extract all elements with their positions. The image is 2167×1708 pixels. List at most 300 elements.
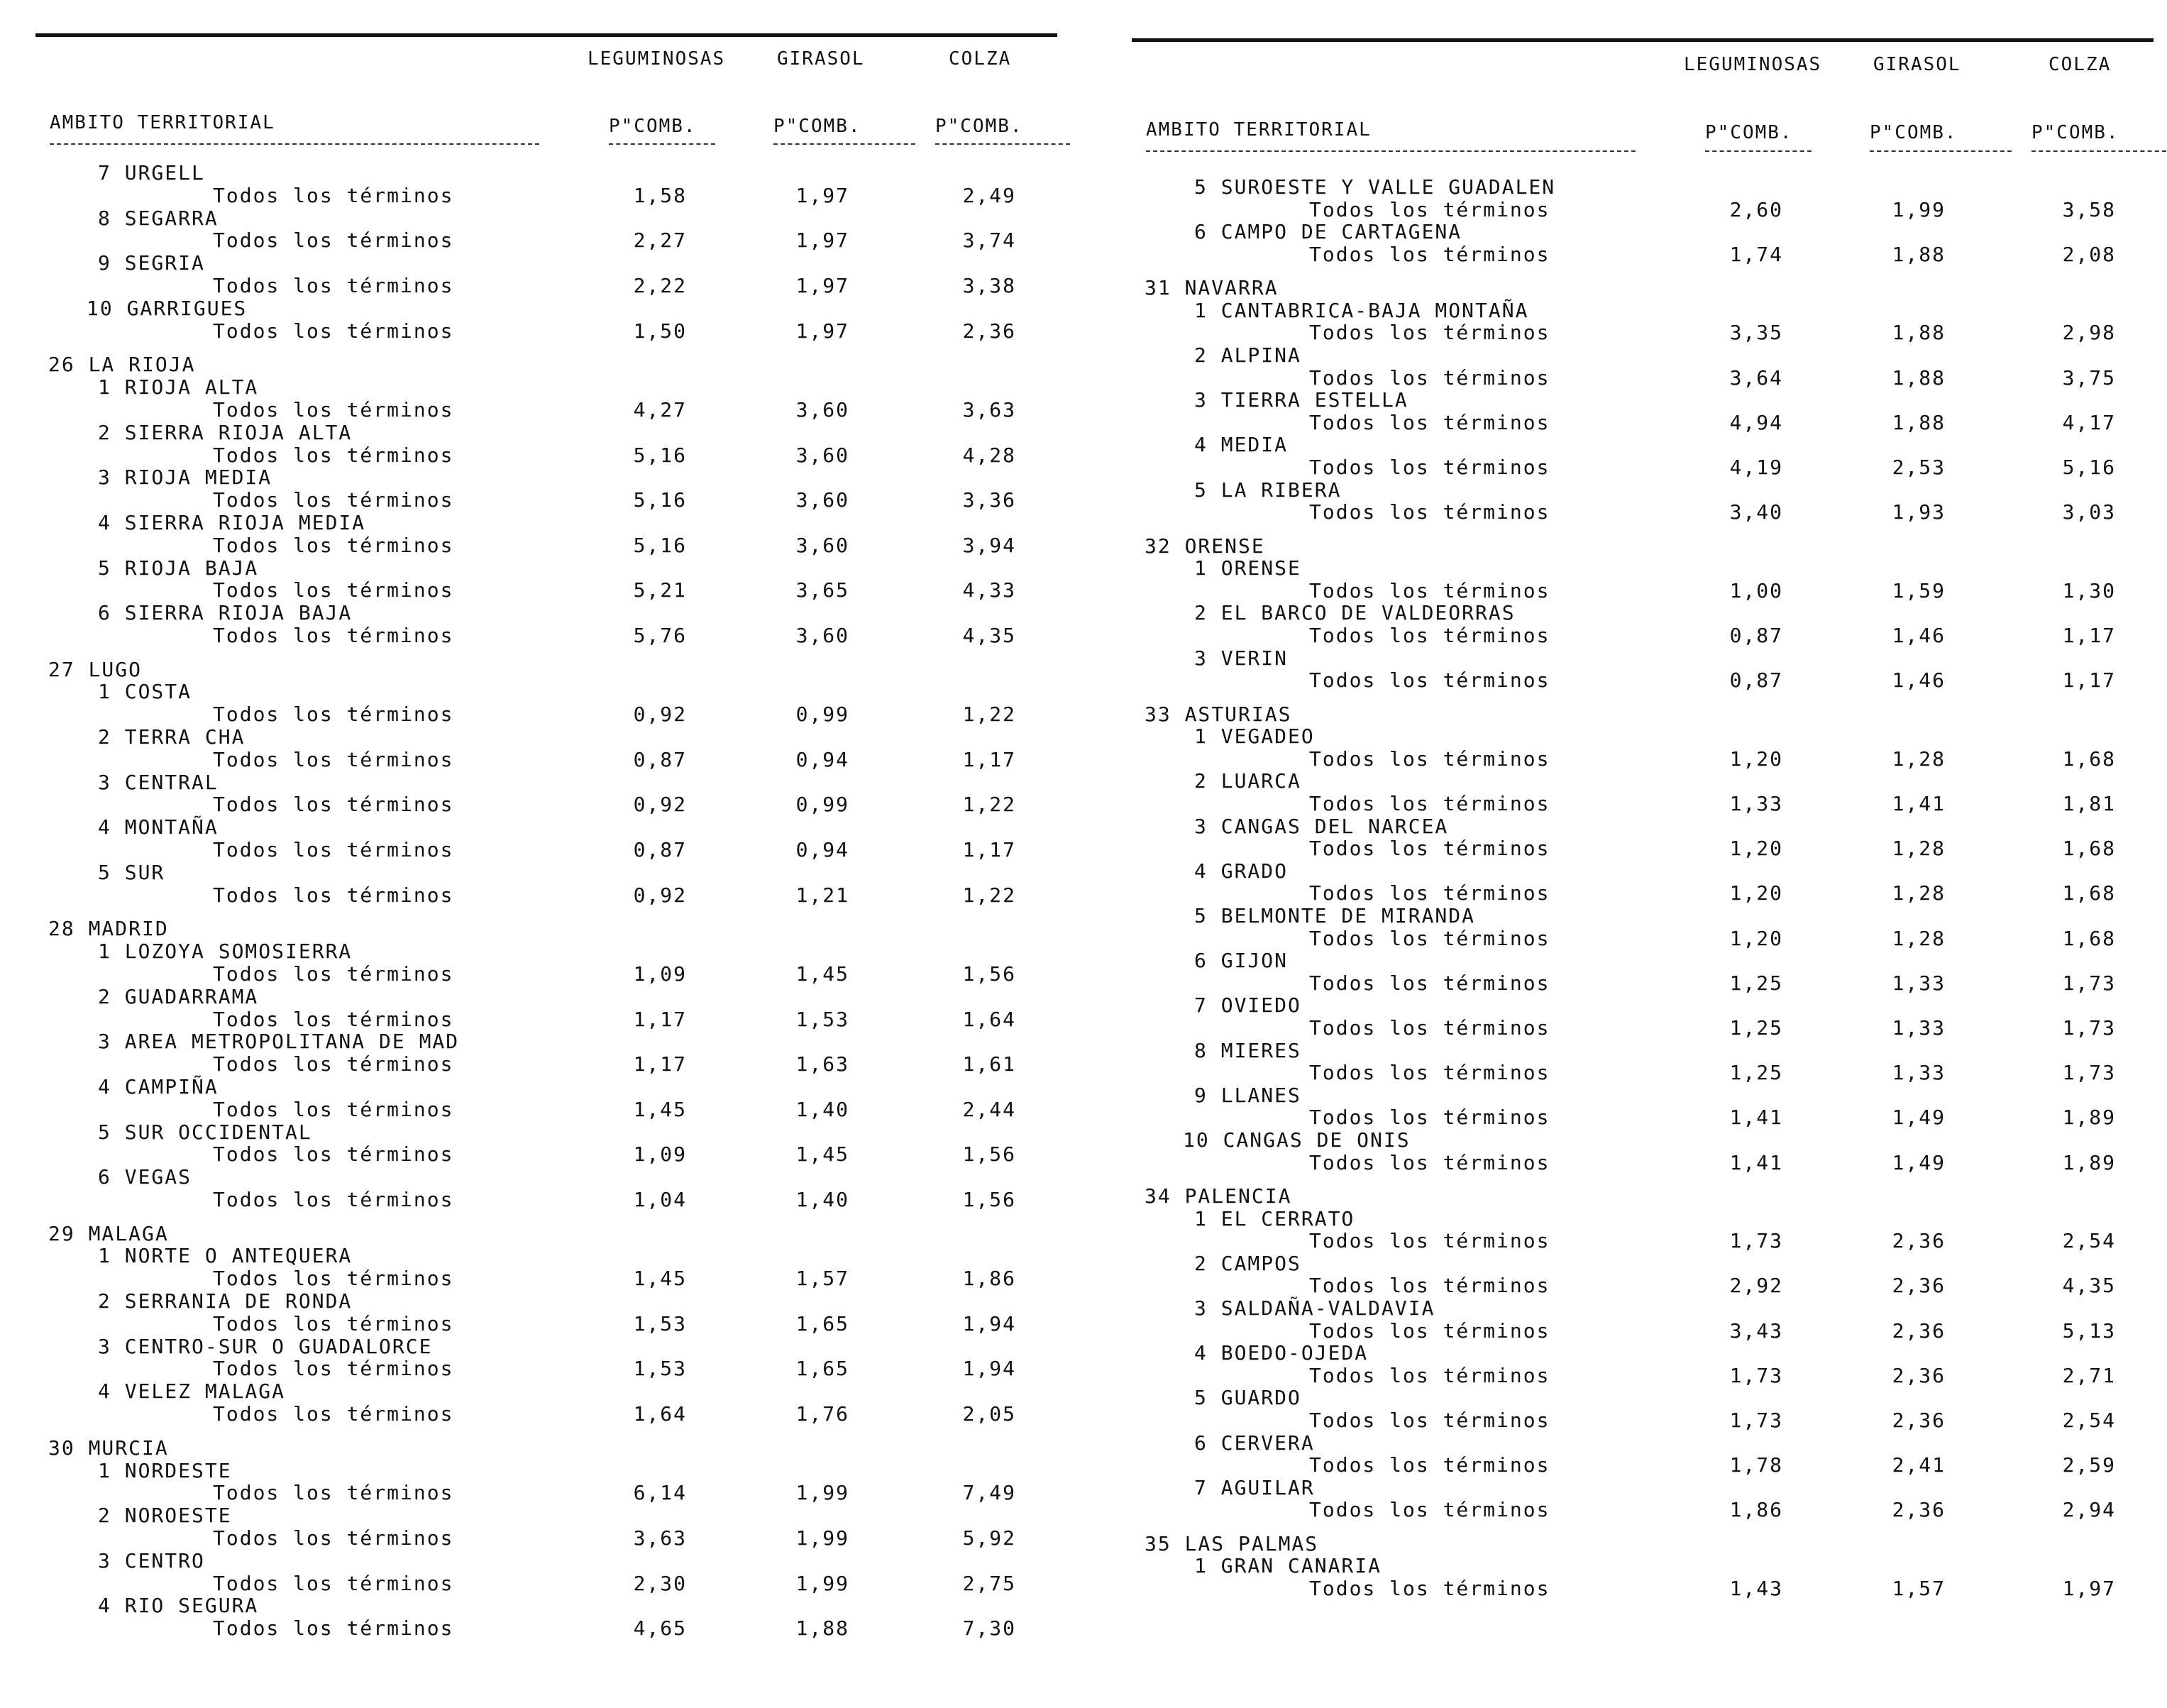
value-colza: 2,71 [2062, 1363, 2116, 1387]
terminos-label: Todos los términos [213, 578, 454, 602]
comarca-row [1132, 389, 2167, 412]
value-leguminosas: 2,60 [1729, 197, 1783, 221]
comarca-row [1132, 1477, 2167, 1499]
value-girasol: 1,76 [795, 1402, 849, 1426]
comarca-label: 6 SIERRA RIOJA BAJA [98, 601, 353, 625]
province-label: 28 MADRID [48, 917, 169, 941]
header-pcomb-girasol: P"COMB. [773, 116, 861, 137]
value-leguminosas: 1,25 [1729, 1016, 1783, 1040]
comarca-label: 5 RIOJA BAJA [98, 556, 259, 580]
value-leguminosas: 1,00 [1729, 578, 1783, 602]
terminos-label: Todos los términos [1309, 837, 1550, 861]
table-row [1132, 927, 2167, 950]
table-row [1132, 243, 2167, 266]
terminos-label: Todos los términos [1309, 1498, 1550, 1522]
value-leguminosas: 1,53 [633, 1311, 687, 1335]
value-girasol: 1,97 [795, 319, 849, 343]
header-leguminosas: LEGUMINOSAS [1684, 54, 1822, 75]
value-leguminosas: 1,73 [1729, 1409, 1783, 1432]
value-girasol: 0,99 [795, 793, 849, 817]
value-leguminosas: 4,19 [1729, 456, 1783, 479]
value-colza: 2,08 [2062, 242, 2116, 266]
table-row [35, 1403, 1086, 1426]
value-girasol: 1,33 [1892, 1016, 1946, 1040]
comarca-label: 7 URGELL [98, 161, 205, 184]
value-girasol: 2,41 [1892, 1453, 1946, 1477]
table-row [1132, 1274, 2167, 1297]
terminos-label: Todos los términos [213, 1267, 454, 1291]
header-dash-colza [935, 143, 1070, 145]
table-row [35, 579, 1086, 602]
value-girasol: 1,88 [1892, 365, 1946, 390]
value-colza: 4,33 [962, 578, 1016, 602]
table-row [1132, 1365, 2167, 1387]
value-colza: 1,22 [962, 883, 1016, 907]
comarca-label: 6 GIJON [1194, 949, 1289, 973]
comarca-label: 6 CAMPO DE CARTAGENA [1194, 220, 1462, 244]
header-dash-girasol [1870, 150, 2012, 152]
terminos-label: Todos los términos [213, 1526, 454, 1550]
value-girasol: 2,36 [1892, 1498, 1946, 1522]
province-row [35, 1437, 1086, 1460]
value-colza: 3,63 [962, 397, 1016, 422]
value-girasol: 1,88 [1892, 242, 1946, 266]
value-colza: 2,36 [962, 319, 1016, 343]
value-colza: 1,68 [2062, 926, 2116, 950]
value-girasol: 0,99 [795, 703, 849, 727]
value-girasol: 1,88 [795, 1616, 849, 1641]
table-row [35, 839, 1086, 861]
comarca-label: 1 NORDESTE [98, 1458, 232, 1482]
value-colza: 1,56 [962, 962, 1016, 986]
table-row [1132, 1577, 2167, 1600]
table-row [1132, 412, 2167, 434]
comarca-label: 1 EL CERRATO [1194, 1206, 1355, 1230]
table-row [35, 534, 1086, 557]
value-colza: 3,58 [2062, 197, 2116, 221]
table-row [1132, 624, 2167, 647]
value-girasol: 1,97 [795, 274, 849, 297]
value-colza: 1,22 [962, 703, 1016, 727]
province-row [1132, 1185, 2167, 1208]
comarca-label: 5 GUARDO [1194, 1386, 1301, 1410]
terminos-label: Todos los términos [1309, 365, 1550, 390]
comarca-row [1132, 725, 2167, 748]
table-row [35, 489, 1086, 512]
comarca-row [1132, 221, 2167, 243]
comarca-label: 1 GRAN CANARIA [1194, 1554, 1382, 1578]
table-row [1132, 1062, 2167, 1084]
comarca-row [1132, 602, 2167, 624]
value-colza: 3,36 [962, 488, 1016, 512]
value-colza: 1,22 [962, 793, 1016, 817]
value-colza: 4,35 [962, 623, 1016, 647]
value-leguminosas: 2,22 [633, 274, 687, 297]
header-girasol: GIRASOL [1873, 54, 1961, 75]
value-colza: 1,73 [2062, 1016, 2116, 1040]
province-row [35, 1223, 1086, 1245]
comarca-row [1132, 647, 2167, 670]
comarca-row [35, 1550, 1086, 1572]
value-leguminosas: 3,64 [1729, 365, 1783, 390]
terminos-label: Todos los términos [1309, 792, 1550, 815]
comarca-label: 10 CANGAS DE ONIS [1183, 1128, 1411, 1152]
comarca-label: 1 VEGADEO [1194, 724, 1315, 749]
comarca-row [35, 1594, 1086, 1617]
value-leguminosas: 1,43 [1729, 1577, 1783, 1600]
value-girasol: 1,21 [795, 883, 849, 907]
terminos-label: Todos los términos [213, 1402, 454, 1426]
value-leguminosas: 4,65 [633, 1616, 687, 1641]
terminos-label: Todos los términos [1309, 1016, 1550, 1040]
value-leguminosas: 1,64 [633, 1402, 687, 1426]
comarca-row [35, 557, 1086, 580]
value-leguminosas: 1,86 [1729, 1498, 1783, 1522]
header-leguminosas: LEGUMINOSAS [588, 48, 726, 70]
table-row [1132, 1409, 2167, 1432]
terminos-label: Todos los términos [213, 1142, 454, 1167]
province-row [35, 353, 1086, 376]
comarca-row [1132, 815, 2167, 838]
value-girasol: 1,41 [1892, 792, 1946, 815]
terminos-label: Todos los términos [213, 1571, 454, 1595]
value-leguminosas: 5,16 [633, 443, 687, 467]
comarca-label: 3 CENTRO [98, 1548, 205, 1572]
value-girasol: 1,46 [1892, 624, 1946, 647]
value-leguminosas: 2,27 [633, 228, 687, 253]
terminos-label: Todos los términos [213, 319, 454, 343]
terminos-label: Todos los términos [1309, 1150, 1550, 1174]
value-girasol: 1,63 [795, 1052, 849, 1076]
province-label: 26 LA RIOJA [48, 353, 196, 377]
comarca-row [35, 1076, 1086, 1098]
province-label: 34 PALENCIA [1145, 1184, 1292, 1208]
terminos-label: Todos los términos [213, 883, 454, 907]
value-colza: 1,68 [2062, 746, 2116, 771]
value-leguminosas: 4,94 [1729, 410, 1783, 434]
table-row [35, 884, 1086, 907]
right-page [1132, 0, 2167, 1708]
table-row [1132, 321, 2167, 344]
value-girasol: 3,60 [795, 533, 849, 557]
value-colza: 2,54 [2062, 1229, 2116, 1253]
comarca-row [1132, 1084, 2167, 1107]
comarca-row [35, 861, 1086, 884]
value-leguminosas: 2,30 [633, 1571, 687, 1595]
comarca-label: 1 CANTABRICA-BAJA MONTAÑA [1194, 298, 1529, 322]
terminos-label: Todos los términos [213, 274, 454, 297]
comarca-label: 2 GUADARRAMA [98, 984, 259, 1008]
comarca-label: 2 NOROESTE [98, 1504, 232, 1528]
comarca-row [35, 1121, 1086, 1144]
comarca-label: 8 MIERES [1194, 1038, 1301, 1062]
comarca-label: 5 LA RIBERA [1194, 478, 1342, 502]
value-girasol: 0,94 [795, 838, 849, 861]
comarca-label: 10 GARRIGUES [87, 296, 248, 320]
value-colza: 3,38 [962, 274, 1016, 297]
left-page [35, 0, 1086, 1708]
value-girasol: 1,33 [1892, 971, 1946, 995]
table-row [35, 1357, 1086, 1380]
value-colza: 1,56 [962, 1187, 1016, 1211]
value-girasol: 2,53 [1892, 456, 1946, 479]
value-colza: 1,30 [2062, 578, 2116, 602]
value-girasol: 0,94 [795, 747, 849, 771]
value-colza: 1,17 [2062, 624, 2116, 647]
province-row [1132, 1533, 2167, 1555]
value-leguminosas: 1,25 [1729, 971, 1783, 995]
value-colza: 5,13 [2062, 1318, 2116, 1343]
value-girasol: 1,93 [1892, 500, 1946, 524]
header-dash-ambito [1146, 150, 1636, 152]
table-row [35, 184, 1086, 207]
value-girasol: 3,60 [795, 623, 849, 647]
comarca-label: 3 TIERRA ESTELLA [1194, 388, 1408, 412]
terminos-label: Todos los términos [213, 838, 454, 861]
value-girasol: 2,36 [1892, 1229, 1946, 1253]
value-girasol: 1,46 [1892, 668, 1946, 693]
value-leguminosas: 0,87 [1729, 624, 1783, 647]
terminos-label: Todos los términos [1309, 1409, 1550, 1432]
value-colza: 1,89 [2062, 1106, 2116, 1130]
terminos-label: Todos los términos [1309, 668, 1550, 693]
terminos-label: Todos los términos [213, 228, 454, 253]
header-pcomb-colza: P"COMB. [2031, 122, 2119, 143]
value-leguminosas: 1,50 [633, 319, 687, 343]
top-rule [1132, 38, 2154, 42]
header-colza: COLZA [2049, 54, 2112, 75]
value-leguminosas: 1,53 [633, 1357, 687, 1381]
table-row [1132, 199, 2167, 221]
table-row [1132, 1017, 2167, 1040]
table-row [35, 229, 1086, 252]
table-row [35, 1143, 1086, 1166]
value-girasol: 1,45 [795, 1142, 849, 1167]
value-leguminosas: 0,92 [633, 703, 687, 727]
value-colza: 2,44 [962, 1097, 1016, 1121]
comarca-row [1132, 1252, 2167, 1275]
comarca-label: 3 CENTRO-SUR O GUADALORCE [98, 1334, 433, 1358]
header-pcomb-colza: P"COMB. [935, 116, 1023, 137]
comarca-row [35, 1335, 1086, 1358]
comarca-row [1132, 860, 2167, 883]
value-colza: 2,49 [962, 183, 1016, 207]
value-leguminosas: 1,74 [1729, 242, 1783, 266]
header-dash-colza [2031, 150, 2166, 152]
table-row [35, 1008, 1086, 1031]
value-leguminosas: 1,20 [1729, 881, 1783, 905]
value-girasol: 3,60 [795, 397, 849, 422]
value-girasol: 1,57 [1892, 1577, 1946, 1600]
terminos-label: Todos los términos [213, 1481, 454, 1505]
terminos-label: Todos los términos [1309, 578, 1550, 602]
terminos-label: Todos los términos [213, 488, 454, 512]
table-row [35, 399, 1086, 422]
comarca-row [35, 1166, 1086, 1189]
value-leguminosas: 3,40 [1729, 500, 1783, 524]
terminos-label: Todos los términos [1309, 746, 1550, 771]
comarca-label: 8 SEGARRA [98, 206, 219, 230]
terminos-label: Todos los términos [1309, 1274, 1550, 1298]
value-girasol: 1,88 [1892, 410, 1946, 434]
value-colza: 1,68 [2062, 837, 2116, 861]
terminos-label: Todos los términos [1309, 1229, 1550, 1253]
comarca-row [35, 207, 1086, 230]
value-leguminosas: 0,87 [1729, 668, 1783, 693]
value-girasol: 1,57 [795, 1267, 849, 1291]
value-colza: 3,75 [2062, 365, 2116, 390]
value-leguminosas: 0,87 [633, 838, 687, 861]
comarca-row [1132, 770, 2167, 793]
terminos-label: Todos los términos [1309, 321, 1550, 345]
table-row [35, 444, 1086, 467]
header-dash-girasol [773, 143, 915, 145]
value-leguminosas: 1,09 [633, 1142, 687, 1167]
value-girasol: 1,40 [795, 1187, 849, 1211]
terminos-label: Todos los términos [213, 1052, 454, 1076]
comarca-row [1132, 1387, 2167, 1409]
table-row [1132, 882, 2167, 905]
value-leguminosas: 1,17 [633, 1052, 687, 1076]
table-row [35, 963, 1086, 986]
terminos-label: Todos los términos [1309, 1577, 1550, 1600]
value-girasol: 1,49 [1892, 1150, 1946, 1174]
value-girasol: 1,28 [1892, 837, 1946, 861]
comarca-row [1132, 1297, 2167, 1320]
comarca-row [1132, 1555, 2167, 1577]
value-colza: 1,73 [2062, 971, 2116, 995]
value-colza: 1,17 [962, 838, 1016, 861]
table-row [35, 793, 1086, 816]
comarca-row [35, 726, 1086, 749]
table-row [35, 1313, 1086, 1335]
comarca-label: 3 SALDAÑA-VALDAVIA [1194, 1296, 1435, 1320]
value-girasol: 1,53 [795, 1007, 849, 1031]
comarca-label: 4 MONTAÑA [98, 815, 219, 839]
comarca-row [35, 1245, 1086, 1267]
value-leguminosas: 1,45 [633, 1097, 687, 1121]
table-row [1132, 580, 2167, 602]
value-leguminosas: 0,92 [633, 793, 687, 817]
terminos-label: Todos los términos [1309, 410, 1550, 434]
comarca-row [35, 162, 1086, 184]
value-girasol: 1,99 [795, 1526, 849, 1550]
terminos-label: Todos los términos [213, 1616, 454, 1641]
value-leguminosas: 6,14 [633, 1481, 687, 1505]
value-girasol: 3,60 [795, 443, 849, 467]
terminos-label: Todos los términos [213, 747, 454, 771]
province-label: 31 NAVARRA [1145, 276, 1279, 300]
value-colza: 2,94 [2062, 1498, 2116, 1522]
terminos-label: Todos los términos [213, 533, 454, 557]
comarca-label: 2 LUARCA [1194, 769, 1301, 793]
comarca-label: 2 TERRA CHA [98, 725, 246, 749]
comarca-row [35, 602, 1086, 624]
value-colza: 4,35 [2062, 1274, 2116, 1298]
value-leguminosas: 1,09 [633, 962, 687, 986]
table-row [1132, 1106, 2167, 1129]
value-leguminosas: 1,17 [633, 1007, 687, 1031]
value-colza: 5,16 [2062, 456, 2116, 479]
terminos-label: Todos los términos [1309, 456, 1550, 479]
table-row [1132, 669, 2167, 692]
comarca-label: 4 BOEDO-OJEDA [1194, 1341, 1369, 1365]
terminos-label: Todos los términos [1309, 971, 1550, 995]
comarca-label: 3 AREA METROPOLITANA DE MAD [98, 1030, 460, 1054]
comarca-row [1132, 905, 2167, 927]
table-row [1132, 972, 2167, 995]
value-leguminosas: 1,41 [1729, 1106, 1783, 1130]
table-row [35, 1572, 1086, 1595]
comarca-label: 5 BELMONTE DE MIRANDA [1194, 904, 1476, 927]
value-colza: 1,68 [2062, 881, 2116, 905]
table-row [35, 1527, 1086, 1550]
comarca-row [1132, 1040, 2167, 1062]
value-girasol: 1,28 [1892, 926, 1946, 950]
comarca-row [35, 297, 1086, 320]
top-rule [35, 33, 1057, 37]
value-colza: 1,56 [962, 1142, 1016, 1167]
value-colza: 5,92 [962, 1526, 1016, 1550]
value-leguminosas: 1,73 [1729, 1229, 1783, 1253]
value-colza: 1,89 [2062, 1150, 2116, 1174]
comarca-label: 4 SIERRA RIOJA MEDIA [98, 510, 366, 534]
terminos-label: Todos los términos [1309, 1061, 1550, 1085]
comarca-row [35, 816, 1086, 839]
value-girasol: 1,97 [795, 183, 849, 207]
comarca-row [35, 1460, 1086, 1482]
value-girasol: 3,65 [795, 578, 849, 602]
header-dash-legum [609, 143, 715, 145]
comarca-row [1132, 434, 2167, 456]
comarca-label: 4 CAMPIÑA [98, 1074, 219, 1098]
terminos-label: Todos los términos [1309, 624, 1550, 647]
comarca-label: 1 LOZOYA SOMOSIERRA [98, 940, 353, 964]
comarca-label: 9 SEGRIA [98, 251, 205, 275]
value-girasol: 1,59 [1892, 578, 1946, 602]
value-girasol: 1,99 [795, 1571, 849, 1595]
value-leguminosas: 5,16 [633, 488, 687, 512]
table-row [1132, 367, 2167, 390]
terminos-label: Todos los términos [1309, 926, 1550, 950]
comarca-label: 5 SUR [98, 860, 165, 884]
table-row [1132, 501, 2167, 524]
value-girasol: 2,36 [1892, 1363, 1946, 1387]
value-leguminosas: 5,21 [633, 578, 687, 602]
comarca-label: 1 ORENSE [1194, 556, 1301, 580]
value-girasol: 1,99 [795, 1481, 849, 1505]
terminos-label: Todos los términos [213, 1097, 454, 1121]
comarca-label: 6 CERVERA [1194, 1431, 1315, 1455]
value-colza: 1,94 [962, 1311, 1016, 1335]
value-colza: 1,64 [962, 1007, 1016, 1031]
value-leguminosas: 1,20 [1729, 926, 1783, 950]
value-leguminosas: 3,35 [1729, 321, 1783, 345]
value-girasol: 1,33 [1892, 1061, 1946, 1085]
table-row [1132, 1230, 2167, 1252]
value-girasol: 1,65 [795, 1311, 849, 1335]
comarca-row [1132, 176, 2167, 199]
value-leguminosas: 1,78 [1729, 1453, 1783, 1477]
value-girasol: 1,49 [1892, 1106, 1946, 1130]
comarca-row [35, 376, 1086, 399]
comarca-label: 3 VERIN [1194, 646, 1289, 670]
value-girasol: 3,60 [795, 488, 849, 512]
table-row [1132, 1499, 2167, 1521]
header-colza: COLZA [949, 48, 1012, 70]
comarca-label: 3 CENTRAL [98, 770, 219, 794]
comarca-row [1132, 1129, 2167, 1152]
